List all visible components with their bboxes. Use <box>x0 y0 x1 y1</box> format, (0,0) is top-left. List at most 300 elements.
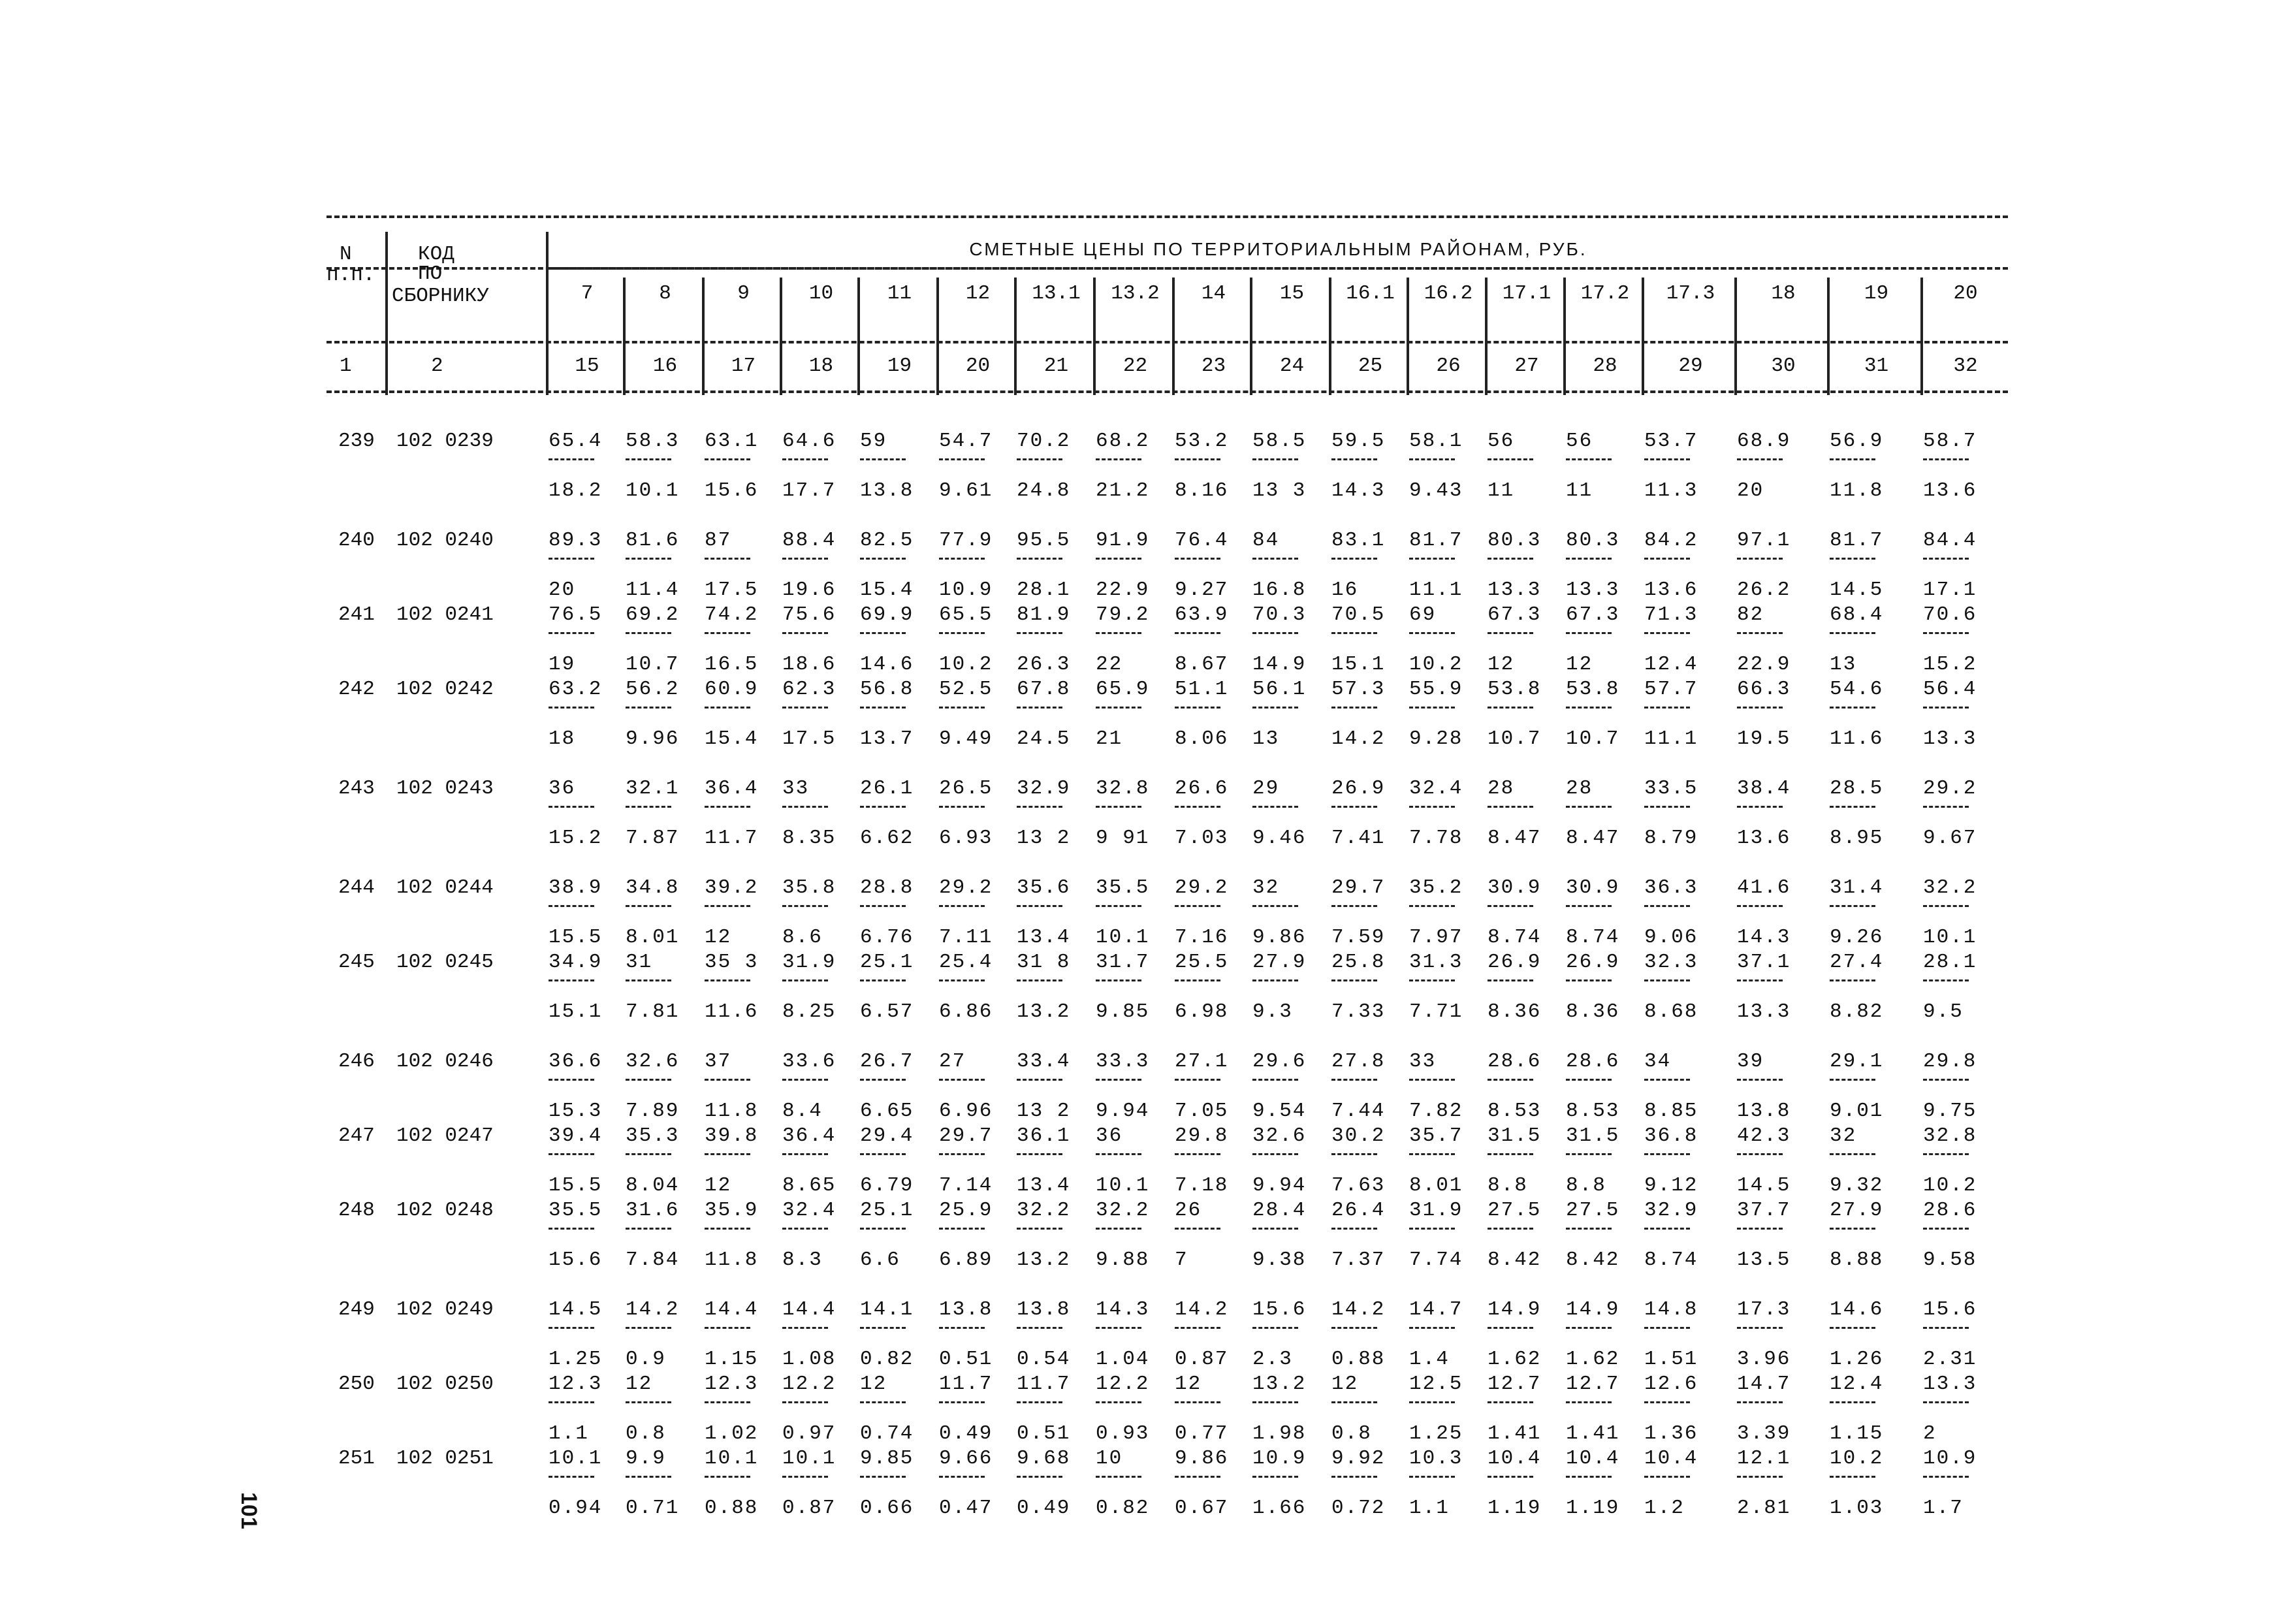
price-wage: 0.93 <box>1096 1422 1150 1445</box>
column-number: 29 <box>1678 355 1703 377</box>
header-code: КОД <box>418 243 454 266</box>
price-wage: 7.78 <box>1409 827 1463 850</box>
fraction-bar <box>1096 1476 1141 1478</box>
price-total: 26 <box>1175 1199 1202 1222</box>
price-total: 57.7 <box>1644 678 1698 701</box>
price-wage: 10.2 <box>1409 653 1463 676</box>
price-wage: 18 <box>549 727 576 750</box>
price-wage: 8.74 <box>1566 926 1620 949</box>
fraction-bar <box>1488 979 1533 981</box>
price-wage: 7.87 <box>626 827 680 850</box>
price-total: 12.4 <box>1830 1373 1884 1395</box>
fraction-bar <box>549 806 594 808</box>
price-wage: 9.94 <box>1096 1100 1150 1122</box>
fraction-bar <box>782 707 828 709</box>
price-wage: 0.87 <box>1175 1348 1229 1371</box>
price-total: 36.1 <box>1017 1124 1071 1147</box>
price-total: 75.6 <box>782 603 836 626</box>
fraction-bar <box>1644 458 1690 460</box>
price-wage: 6.57 <box>860 1000 914 1023</box>
price-wage: 12 <box>705 926 732 949</box>
price-wage: 8.6 <box>782 926 823 949</box>
price-wage: 10.7 <box>1488 727 1542 750</box>
price-wage: 9.5 <box>1923 1000 1964 1023</box>
price-total: 69 <box>1409 603 1437 626</box>
price-total: 32 <box>1830 1124 1857 1147</box>
price-wage: 8.68 <box>1644 1000 1698 1023</box>
price-total: 29.7 <box>1331 876 1386 899</box>
price-total: 56.1 <box>1252 678 1307 701</box>
price-wage: 0.74 <box>860 1422 914 1445</box>
fraction-bar <box>1331 1476 1377 1478</box>
price-total: 14.2 <box>1175 1298 1229 1321</box>
price-total: 29.8 <box>1175 1124 1229 1147</box>
price-wage: 11.1 <box>1644 727 1698 750</box>
price-total: 84.2 <box>1644 529 1698 552</box>
fraction-bar <box>1566 1327 1612 1329</box>
fraction-bar <box>1737 806 1783 808</box>
fraction-bar <box>1252 1079 1298 1081</box>
price-total: 56.8 <box>860 678 914 701</box>
price-total: 15.6 <box>1923 1298 1977 1321</box>
price-wage: 0.88 <box>705 1497 759 1520</box>
fraction-bar <box>1644 1228 1690 1230</box>
fraction-bar <box>1252 1153 1298 1155</box>
row-number: 251 <box>338 1447 375 1470</box>
price-wage: 10.7 <box>1566 727 1620 750</box>
price-total: 35.2 <box>1409 876 1463 899</box>
price-wage: 1.1 <box>549 1422 589 1445</box>
row-number: 250 <box>338 1373 375 1395</box>
price-wage: 21 <box>1096 727 1123 750</box>
price-total: 33.6 <box>782 1050 836 1073</box>
fraction-bar <box>939 1079 985 1081</box>
price-wage: 8.36 <box>1566 1000 1620 1023</box>
price-wage: 8.74 <box>1644 1249 1698 1271</box>
fraction-bar <box>1644 707 1690 709</box>
price-wage: 13.3 <box>1566 579 1620 601</box>
price-wage: 1.62 <box>1566 1348 1620 1371</box>
price-wage: 8.01 <box>626 926 680 949</box>
district-header: 12 <box>965 282 991 305</box>
price-total: 10.4 <box>1566 1447 1620 1470</box>
price-total: 32 <box>1252 876 1280 899</box>
price-wage: 7.71 <box>1409 1000 1463 1023</box>
fraction-bar <box>860 1079 906 1081</box>
fraction-bar <box>1096 707 1141 709</box>
price-total: 27.5 <box>1566 1199 1620 1222</box>
price-total: 27.8 <box>1331 1050 1386 1073</box>
price-wage: 11.8 <box>1830 479 1884 502</box>
price-total: 58.5 <box>1252 430 1307 453</box>
price-total: 29.2 <box>939 876 993 899</box>
fraction-bar <box>1644 806 1690 808</box>
price-wage: 8.74 <box>1488 926 1542 949</box>
price-total: 79.2 <box>1096 603 1150 626</box>
price-wage: 0.88 <box>1331 1348 1386 1371</box>
fraction-bar <box>626 632 671 634</box>
fraction-bar <box>1830 979 1875 981</box>
price-wage: 0.51 <box>1017 1422 1071 1445</box>
row-number: 248 <box>338 1199 375 1222</box>
column-number: 23 <box>1201 355 1226 377</box>
district-header: 17.1 <box>1502 282 1552 305</box>
district-header: 16.1 <box>1346 282 1395 305</box>
fraction-bar <box>705 1079 750 1081</box>
price-total: 14.2 <box>626 1298 680 1321</box>
fraction-bar <box>1409 707 1455 709</box>
price-wage: 0.51 <box>939 1348 993 1371</box>
price-wage: 14.3 <box>1737 926 1791 949</box>
fraction-bar <box>1488 1228 1533 1230</box>
fraction-bar <box>1017 707 1062 709</box>
price-total: 32.6 <box>1252 1124 1307 1147</box>
price-wage: 14.9 <box>1252 653 1307 676</box>
fraction-bar <box>782 1153 828 1155</box>
price-total: 13.8 <box>1017 1298 1071 1321</box>
price-wage: 8.53 <box>1566 1100 1620 1122</box>
price-wage: 0.82 <box>1096 1497 1150 1520</box>
price-total: 14.2 <box>1331 1298 1386 1321</box>
price-total: 10.1 <box>705 1447 759 1470</box>
price-total: 29.2 <box>1175 876 1229 899</box>
price-wage: 10.2 <box>1923 1174 1977 1197</box>
price-wage: 7.81 <box>626 1000 680 1023</box>
price-total: 65.5 <box>939 603 993 626</box>
price-total: 28.4 <box>1252 1199 1307 1222</box>
fraction-bar <box>1409 905 1455 907</box>
price-wage: 9.49 <box>939 727 993 750</box>
price-wage: 0.54 <box>1017 1348 1071 1371</box>
price-wage: 13.2 <box>1017 1249 1071 1271</box>
price-total: 63.2 <box>549 678 603 701</box>
row-code: 102 0244 <box>396 876 494 899</box>
fraction-bar <box>1923 1228 1969 1230</box>
table-title: СМЕТНЫЕ ЦЕНЫ ПО ТЕРРИТОРИАЛЬНЫМ РАЙОНАМ, РУБ. <box>969 239 1587 259</box>
price-wage: 19.5 <box>1737 727 1791 750</box>
price-wage: 7.84 <box>626 1249 680 1271</box>
fraction-bar <box>549 1401 594 1403</box>
price-total: 77.9 <box>939 529 993 552</box>
fraction-bar <box>1331 1228 1377 1230</box>
fraction-bar <box>1252 806 1298 808</box>
price-wage: 13.8 <box>1737 1100 1791 1122</box>
fraction-bar <box>1644 1476 1690 1478</box>
price-wage: 9.43 <box>1409 479 1463 502</box>
price-total: 81.9 <box>1017 603 1071 626</box>
price-total: 28.6 <box>1488 1050 1542 1073</box>
fraction-bar <box>1096 458 1141 460</box>
column-number: 28 <box>1593 355 1617 377</box>
price-total: 12.2 <box>782 1373 836 1395</box>
fraction-bar <box>1096 806 1141 808</box>
price-wage: 13.8 <box>860 479 914 502</box>
fraction-bar <box>1409 1476 1455 1478</box>
price-wage: 22.9 <box>1096 579 1150 601</box>
price-total: 26.1 <box>860 777 914 800</box>
fraction-bar <box>1252 1401 1298 1403</box>
price-wage: 24.8 <box>1017 479 1071 502</box>
price-total: 69.2 <box>626 603 680 626</box>
price-total: 17.3 <box>1737 1298 1791 1321</box>
price-wage: 16.8 <box>1252 579 1307 601</box>
price-wage: 8.47 <box>1566 827 1620 850</box>
price-wage: 0.47 <box>939 1497 993 1520</box>
fraction-bar <box>939 1401 985 1403</box>
price-total: 12.7 <box>1566 1373 1620 1395</box>
price-wage: 6.86 <box>939 1000 993 1023</box>
district-header: 13.2 <box>1111 282 1160 305</box>
row-code: 102 0242 <box>396 678 494 701</box>
price-wage: 11.6 <box>705 1000 759 1023</box>
price-wage: 12.4 <box>1644 653 1698 676</box>
price-total: 60.9 <box>705 678 759 701</box>
price-wage: 11.7 <box>705 827 759 850</box>
price-wage: 8.06 <box>1175 727 1229 750</box>
fraction-bar <box>939 707 985 709</box>
fraction-bar <box>782 806 828 808</box>
price-total: 81.6 <box>626 529 680 552</box>
price-total: 31.6 <box>626 1199 680 1222</box>
price-wage: 1.15 <box>1830 1422 1884 1445</box>
row-number: 246 <box>338 1050 375 1073</box>
price-wage: 7.33 <box>1331 1000 1386 1023</box>
fraction-bar <box>1644 905 1690 907</box>
price-wage: 0.9 <box>626 1348 666 1371</box>
price-wage: 7.74 <box>1409 1249 1463 1271</box>
price-wage: 13 <box>1830 653 1857 676</box>
price-wage: 13.4 <box>1017 1174 1071 1197</box>
price-total: 70.6 <box>1923 603 1977 626</box>
price-total: 63.1 <box>705 430 759 453</box>
price-total: 33 <box>1409 1050 1437 1073</box>
fraction-bar <box>1096 558 1141 560</box>
price-wage: 24.5 <box>1017 727 1071 750</box>
price-total: 10.9 <box>1252 1447 1307 1470</box>
fraction-bar <box>626 1228 671 1230</box>
price-wage: 12 <box>1488 653 1515 676</box>
price-total: 10.4 <box>1644 1447 1698 1470</box>
price-wage: 1.25 <box>549 1348 603 1371</box>
price-total: 9.85 <box>860 1447 914 1470</box>
price-total: 30.9 <box>1566 876 1620 899</box>
fraction-bar <box>1175 458 1220 460</box>
price-total: 53.2 <box>1175 430 1229 453</box>
fraction-bar <box>782 1079 828 1081</box>
price-total: 12 <box>1175 1373 1202 1395</box>
price-wage: 6.6 <box>860 1249 900 1271</box>
price-total: 31.5 <box>1488 1124 1542 1147</box>
price-total: 34 <box>1644 1050 1672 1073</box>
price-wage: 7.03 <box>1175 827 1229 850</box>
fraction-bar <box>1737 905 1783 907</box>
price-wage: 13.6 <box>1923 479 1977 502</box>
price-total: 35.8 <box>782 876 836 899</box>
price-wage: 9.58 <box>1923 1249 1977 1271</box>
price-wage: 0.67 <box>1175 1497 1229 1520</box>
price-wage: 0.8 <box>626 1422 666 1445</box>
price-wage: 13.2 <box>1017 1000 1071 1023</box>
fraction-bar <box>1923 458 1969 460</box>
price-wage: 1.02 <box>705 1422 759 1445</box>
price-total: 14.6 <box>1830 1298 1884 1321</box>
price-total: 56 <box>1488 430 1515 453</box>
fraction-bar <box>1331 905 1377 907</box>
price-wage: 9.88 <box>1096 1249 1150 1271</box>
fraction-bar <box>1409 1079 1455 1081</box>
price-wage: 14.3 <box>1331 479 1386 502</box>
price-total: 52.5 <box>939 678 993 701</box>
fraction-bar <box>1566 905 1612 907</box>
price-wage: 18.2 <box>549 479 603 502</box>
price-wage: 13.4 <box>1017 926 1071 949</box>
fraction-bar <box>626 979 671 981</box>
price-total: 27.9 <box>1252 951 1307 974</box>
price-total: 53.7 <box>1644 430 1698 453</box>
price-wage: 1.19 <box>1566 1497 1620 1520</box>
fraction-bar <box>1566 1079 1612 1081</box>
price-wage: 7.18 <box>1175 1174 1229 1197</box>
price-total: 39.8 <box>705 1124 759 1147</box>
row-code: 102 0241 <box>396 603 494 626</box>
fraction-bar <box>626 1476 671 1478</box>
price-wage: 8.82 <box>1830 1000 1884 1023</box>
price-wage: 1.19 <box>1488 1497 1542 1520</box>
fraction-bar <box>1923 707 1969 709</box>
price-wage: 17.1 <box>1923 579 1977 601</box>
price-wage: 1.62 <box>1488 1348 1542 1371</box>
price-total: 35.7 <box>1409 1124 1463 1147</box>
price-total: 12.2 <box>1096 1373 1150 1395</box>
column-number: 22 <box>1122 355 1148 377</box>
price-wage: 11.6 <box>1830 727 1884 750</box>
price-wage: 0.71 <box>626 1497 680 1520</box>
fraction-bar <box>1331 558 1377 560</box>
price-wage: 11 <box>1566 479 1593 502</box>
fraction-bar <box>705 979 750 981</box>
fraction-bar <box>1644 1153 1690 1155</box>
price-total: 9.9 <box>626 1447 666 1470</box>
price-wage: 10.2 <box>939 653 993 676</box>
price-total: 29.8 <box>1923 1050 1977 1073</box>
price-total: 63.9 <box>1175 603 1229 626</box>
price-wage: 28.1 <box>1017 579 1071 601</box>
fraction-bar <box>1252 905 1298 907</box>
price-total: 13.3 <box>1923 1373 1977 1395</box>
price-wage: 9.01 <box>1830 1100 1884 1122</box>
price-wage: 8.3 <box>782 1249 823 1271</box>
price-wage: 9.86 <box>1252 926 1307 949</box>
price-total: 28 <box>1488 777 1515 800</box>
fraction-bar <box>1923 1153 1969 1155</box>
price-wage: 8.53 <box>1488 1100 1542 1122</box>
fraction-bar <box>705 1401 750 1403</box>
fraction-bar <box>860 979 906 981</box>
district-header: 11 <box>887 282 912 305</box>
price-wage: 1.98 <box>1252 1422 1307 1445</box>
price-total: 32.1 <box>626 777 680 800</box>
price-total: 32.6 <box>626 1050 680 1073</box>
fraction-bar <box>1737 1153 1783 1155</box>
row-number: 241 <box>338 603 375 626</box>
fraction-bar <box>1175 1476 1220 1478</box>
price-total: 12.5 <box>1409 1373 1463 1395</box>
price-wage: 1.25 <box>1409 1422 1463 1445</box>
fraction-bar <box>782 1228 828 1230</box>
price-total: 14.9 <box>1566 1298 1620 1321</box>
fraction-bar <box>626 558 671 560</box>
price-total: 9.66 <box>939 1447 993 1470</box>
fraction-bar <box>1737 1401 1783 1403</box>
price-wage: 9.94 <box>1252 1174 1307 1197</box>
fraction-bar <box>1488 1153 1533 1155</box>
district-header: 20 <box>1953 282 1978 305</box>
price-wage: 1.41 <box>1488 1422 1542 1445</box>
price-total: 32.2 <box>1017 1199 1071 1222</box>
price-wage: 9.12 <box>1644 1174 1698 1197</box>
price-wage: 2.31 <box>1923 1348 1977 1371</box>
price-wage: 7.41 <box>1331 827 1386 850</box>
price-total: 39.4 <box>549 1124 603 1147</box>
price-wage: 21.2 <box>1096 479 1150 502</box>
price-total: 36.6 <box>549 1050 603 1073</box>
row-code: 102 0249 <box>396 1298 494 1321</box>
fraction-bar <box>1175 1327 1220 1329</box>
price-wage: 8.04 <box>626 1174 680 1197</box>
fraction-bar <box>1566 806 1612 808</box>
price-wage: 1.08 <box>782 1348 836 1371</box>
price-wage: 1.51 <box>1644 1348 1698 1371</box>
price-wage: 0.94 <box>549 1497 603 1520</box>
price-total: 33.4 <box>1017 1050 1071 1073</box>
price-total: 12 <box>626 1373 653 1395</box>
price-total: 12 <box>860 1373 887 1395</box>
price-wage: 6.98 <box>1175 1000 1229 1023</box>
price-total: 31 <box>626 951 653 974</box>
row-code: 102 0243 <box>396 777 494 800</box>
fraction-bar <box>1830 1401 1875 1403</box>
district-header: 17.3 <box>1666 282 1715 305</box>
fraction-bar <box>1331 458 1377 460</box>
fraction-bar <box>1923 558 1969 560</box>
price-wage: 9.46 <box>1252 827 1307 850</box>
price-wage: 9.38 <box>1252 1249 1307 1271</box>
price-total: 97.1 <box>1737 529 1791 552</box>
price-wage: 1.03 <box>1830 1497 1884 1520</box>
price-total: 82 <box>1737 603 1764 626</box>
fraction-bar <box>1017 558 1062 560</box>
fraction-bar <box>1830 806 1875 808</box>
price-wage: 15.3 <box>549 1100 603 1122</box>
price-wage: 13 3 <box>1252 479 1307 502</box>
price-wage: 11.3 <box>1644 479 1698 502</box>
price-wage: 11.1 <box>1409 579 1463 601</box>
fraction-bar <box>1830 1079 1875 1081</box>
price-wage: 15.2 <box>1923 653 1977 676</box>
fraction-bar <box>860 707 906 709</box>
price-wage: 26.3 <box>1017 653 1071 676</box>
price-total: 57.3 <box>1331 678 1386 701</box>
price-wage: 0.72 <box>1331 1497 1386 1520</box>
fraction-bar <box>1017 632 1062 634</box>
price-wage: 10.7 <box>626 653 680 676</box>
fraction-bar <box>1737 1079 1783 1081</box>
fraction-bar <box>1017 1153 1062 1155</box>
price-total: 32.8 <box>1096 777 1150 800</box>
price-wage: 2 <box>1923 1422 1937 1445</box>
fraction-bar <box>549 1327 594 1329</box>
price-wage: 15.5 <box>549 926 603 949</box>
